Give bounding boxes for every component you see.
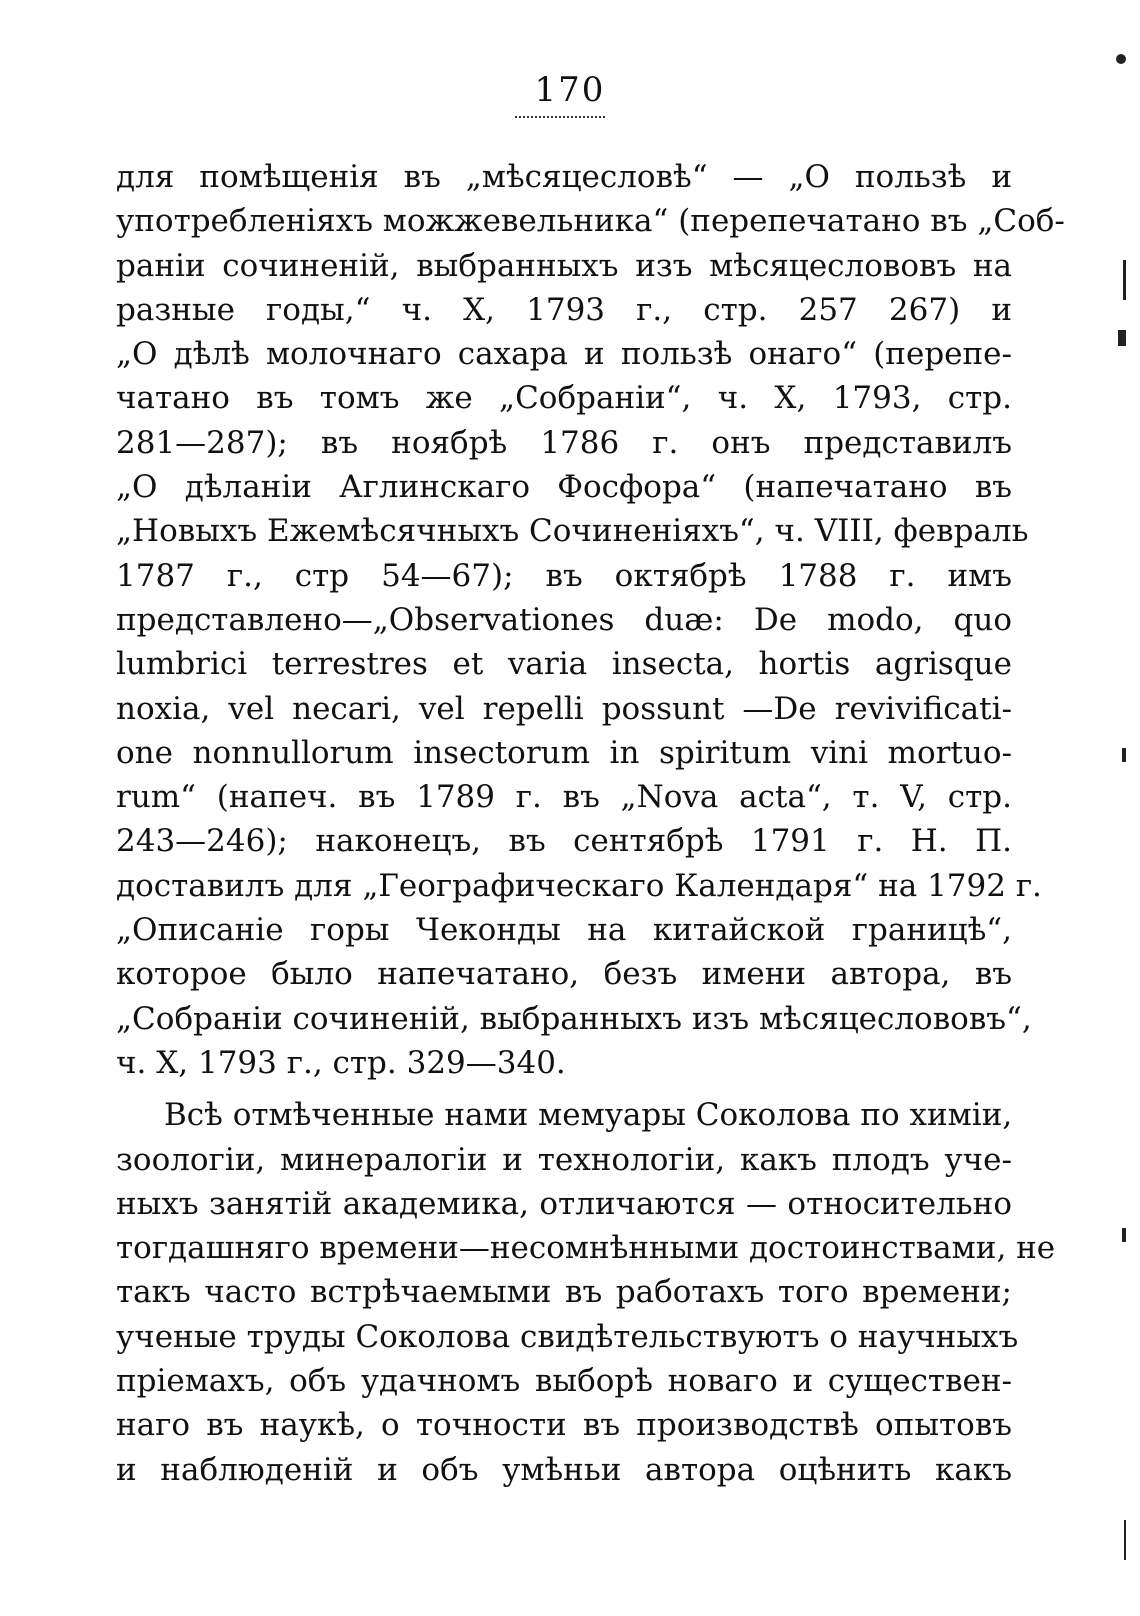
text-line: представлено—„Observationes duæ: De modo, quo — [116, 601, 1012, 638]
text-line: 281—287); въ ноябрѣ 1786 г. онъ представилъ — [116, 424, 1012, 461]
text-line: „Описаніе горы Чеконды на китайской границѣ“, — [116, 912, 1012, 949]
text-line: тогдашняго времени—несомнѣнными достоинствами, не — [116, 1230, 1056, 1267]
text-line: такъ часто встрѣчаемыми въ работахъ того времени; — [116, 1274, 1012, 1311]
text-line: „Собраніи сочиненій, выбранныхъ изъ мѣсяцеслововъ“, — [116, 1000, 1032, 1037]
text-line: 243—246); наконецъ, въ сентябрѣ 1791 г. Н. П. — [116, 823, 1012, 860]
text-line: зоологіи, минералогіи и технологіи, какъ плодъ уче- — [116, 1141, 1012, 1178]
text-line: ученые труды Соколова свидѣтельствуютъ о научныхъ — [116, 1318, 1019, 1355]
text-line: разные годы,“ ч. X, 1793 г., стр. 257 267) и — [116, 291, 1012, 328]
scan-mark — [1116, 54, 1126, 64]
scan-mark — [1123, 260, 1126, 300]
text-line: ныхъ занятій академика, отличаются — относительно — [116, 1185, 1012, 1222]
text-line: one nonnullorum insectorum in spiritum vini mortuo- — [116, 734, 1012, 771]
text-line: чатано въ томъ же „Собраніи“, ч. X, 1793, стр. — [116, 380, 1012, 417]
text-line: ч. X, 1793 г., стр. 329—340. — [116, 1044, 566, 1081]
text-line: наго въ наукѣ, о точности въ производствѣ опытовъ — [116, 1407, 1012, 1444]
page-number: 170 — [534, 70, 606, 110]
scan-mark — [1118, 330, 1126, 346]
text-line: rum“ (напеч. въ 1789 г. въ „Nova acta“, т. V, стр. — [116, 779, 1012, 816]
text-line: lumbrici terrestres et varia insecta, hortis agrisque — [116, 646, 1012, 683]
paragraph-gap — [116, 1085, 1012, 1093]
text-line: noxia, vel necari, vel repelli possunt —De revivificati- — [116, 690, 1012, 727]
text-line: Всѣ отмѣченные нами мемуары Соколова по химіи, — [164, 1097, 1013, 1134]
text-line: употребленіяхъ можжевельника“ (перепечатано въ „Соб- — [116, 203, 1065, 240]
text-line: „О дѣлѣ молочнаго сахара и пользѣ онаго“ (перепе- — [116, 336, 1012, 373]
text-line: и наблюденій и объ умѣньи автора оцѣнить какъ — [116, 1451, 1012, 1488]
text-line: которое было напечатано, безъ имени автора, въ — [116, 956, 1012, 993]
text-line: пріемахъ, объ удачномъ выборѣ новаго и существен- — [116, 1363, 1012, 1400]
page-number-rule — [515, 116, 605, 118]
text-line: „О дѣланіи Аглинскаго Фосфора“ (напечатано въ — [116, 469, 1012, 506]
paragraph-2 — [116, 1093, 1056, 1492]
paragraph-1 — [116, 155, 1065, 1085]
scan-mark — [1122, 1228, 1126, 1242]
text-line: „Новыхъ Ежемѣсячныхъ Сочиненіяхъ“, ч. VIII, февраль — [116, 513, 1029, 550]
text-line: 1787 г., стр 54—67); въ октябрѣ 1788 г. имъ — [116, 557, 1012, 594]
scan-mark — [1124, 1520, 1126, 1560]
scan-mark — [1122, 748, 1126, 762]
text-line: для помѣщенія въ „мѣсяцесловѣ“ — „О пользѣ и — [116, 159, 1012, 195]
text-line: доставилъ для „Географическаго Календаря“ на 1792 г. — [116, 867, 1042, 904]
text-line: раніи сочиненій, выбранныхъ изъ мѣсяцеслововъ на — [116, 247, 1012, 284]
text-block — [116, 155, 1065, 1492]
